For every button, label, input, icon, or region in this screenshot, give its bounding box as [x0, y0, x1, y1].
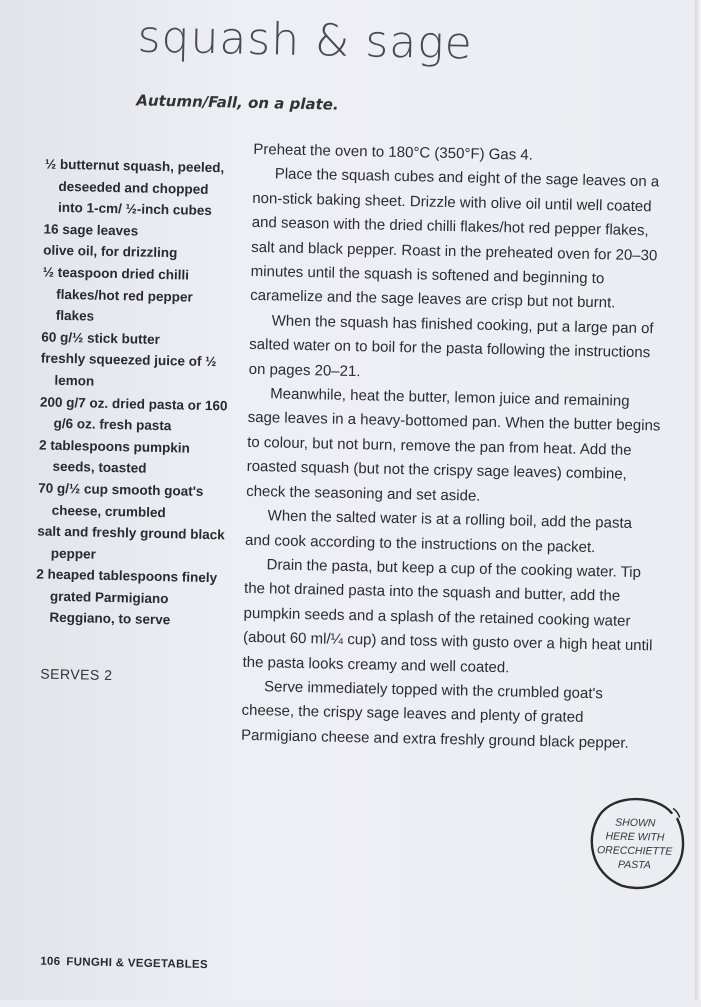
- ingredient-item: 16 sage leaves: [43, 221, 139, 239]
- method-paragraph: Meanwhile, heat the butter, lemon juice and remaining sage leaves in a heavy-bottomed pan. When the butter begins to colour, but not burn, remove the pan from heat. Add the roasted squash (but not the crispy sage leaves) combine, check the seasoning and set aside.: [245, 385, 661, 505]
- ingredient-item: 2 heaped tablespoons finely grated Parmigiano Reggiano, to serve: [36, 566, 218, 628]
- page-number: 106: [40, 955, 61, 969]
- method-text: [241, 138, 669, 757]
- ingredient-item: ½ butternut squash, peeled, deseeded and chopped into 1-cm/ ½-inch cubes: [44, 156, 225, 219]
- badge-line: HERE WITH: [605, 830, 665, 844]
- ingredient-item: 60 g/½ stick butter: [41, 329, 161, 347]
- serving-note-badge: [588, 795, 682, 889]
- method-paragraph: When the salted water is at a rolling boil, add the pasta and cook according to the instructions on the packet.: [244, 507, 633, 556]
- method-paragraph: Place the squash cubes and eight of the sage leaves on a non-stick baking sheet. Drizzle with olive oil until well coated and season with the dried chilli flakes/hot red pepper flakes, salt and black pepper. Roast in the preheated oven for 20–30 minutes until the squash is softened and beginning to caramelize and the sage leaves are crisp but not burnt.: [250, 165, 660, 312]
- ingredient-item: 70 g/½ cup smooth goat's cheese, crumbled: [38, 480, 204, 520]
- method-paragraph: Drain the pasta, but keep a cup of the cooking water. Tip the hot drained pasta into the squash and butter, add the pumpkin seeds and a splash of the retained cooking water (about 60 ml/¼ cup) and toss with gusto over a high heat until the pasta looks creamy and well coated.: [242, 556, 653, 676]
- page-footer: [40, 956, 208, 972]
- badge-line: PASTA: [617, 858, 651, 872]
- ingredient-item: 200 g/7 oz. dried pasta or 160 g/6 oz. fresh pasta: [39, 394, 228, 434]
- method-paragraph: Preheat the oven to 180°C (350°F) Gas 4.: [253, 140, 534, 164]
- ingredient-item: salt and freshly ground black pepper: [37, 523, 225, 562]
- method-paragraph: When the squash has finished cooking, put a large pan of salted water on to boil for the pasta following the instructions on pages 20–21.: [248, 312, 654, 380]
- ingredient-item: freshly squeezed juice of ½ lemon: [40, 350, 217, 389]
- section-name: FUNGHI & VEGETABLES: [66, 956, 209, 972]
- serves-label: SERVES 2: [40, 665, 113, 684]
- method-paragraph: Serve immediately topped with the crumbled goat's cheese, the crispy sage leaves and plenty of grated Parmigiano cheese and extra freshly ground black pepper.: [240, 678, 629, 752]
- recipe-subtitle: Autumn/Fall, on a plate.: [136, 91, 339, 114]
- ingredient-item: ½ teaspoon dried chilli flakes/hot red pepper flakes: [42, 264, 193, 324]
- ingredient-item: olive oil, for drizzling: [43, 242, 178, 261]
- badge-text: [588, 815, 681, 873]
- ingredients-list: [35, 154, 235, 633]
- recipe-title: squash & sage: [137, 11, 474, 70]
- ingredient-item: 2 tablespoons pumpkin seeds, toasted: [38, 437, 190, 477]
- badge-line: SHOWN: [615, 816, 656, 830]
- badge-line: ORECCHIETTE: [596, 844, 673, 858]
